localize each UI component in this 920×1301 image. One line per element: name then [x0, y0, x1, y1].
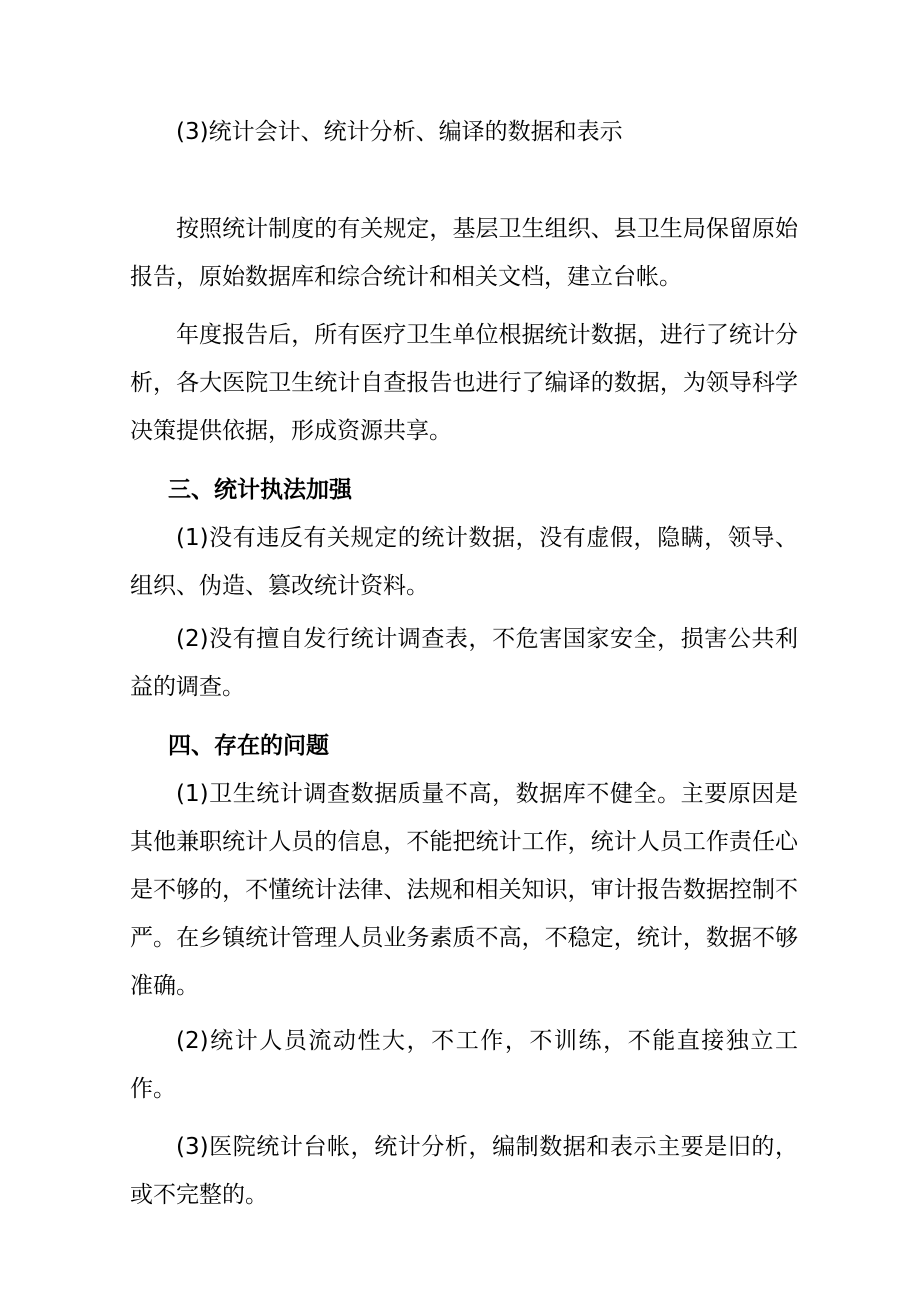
- paragraph-annual-report: 年度报告后，所有医疗卫生单位根据统计数据，进行了统计分析，各大医院卫生统计自查报告也进行了编译的数据，为领导科学决策提供依据，形成资源共享。: [130, 322, 798, 444]
- paragraph-enforcement-2: (2)没有擅自发行统计调查表，不危害国家安全，损害公共利益的调查。: [130, 626, 798, 700]
- paragraph-enforcement-1: (1)没有违反有关规定的统计数据，没有虚假，隐瞒，领导、组织、伪造、篡改统计资料。: [130, 525, 798, 599]
- paragraph-problem-2: (2)统计人员流动性大，不工作，不训练，不能直接独立工作。: [130, 1028, 798, 1102]
- paragraph-item-3-accounting: (3)统计会计、统计分析、编译的数据和表示: [176, 119, 623, 145]
- paragraph-problem-3: (3)医院统计台帐，统计分析，编制数据和表示主要是旧的，或不完整的。: [130, 1134, 798, 1208]
- paragraph-problem-1: (1)卫生统计调查数据质量不高，数据库不健全。主要原因是其他兼职统计人员的信息，不能把统计工作，统计人员工作责任心是不够的，不懂统计法律、法规和相关知识，审计报告数据控制不严。在乡镇统计管理人员业务素质不高，不稳定，统计，数据不够准确。: [130, 781, 798, 999]
- section-heading-enforcement: 三、统计执法加强: [168, 477, 352, 503]
- paragraph-ledger: 按照统计制度的有关规定，基层卫生组织、县卫生局保留原始报告，原始数据库和综合统计和相关文档，建立台帐。: [130, 216, 798, 290]
- section-heading-problems: 四、存在的问题: [168, 733, 329, 759]
